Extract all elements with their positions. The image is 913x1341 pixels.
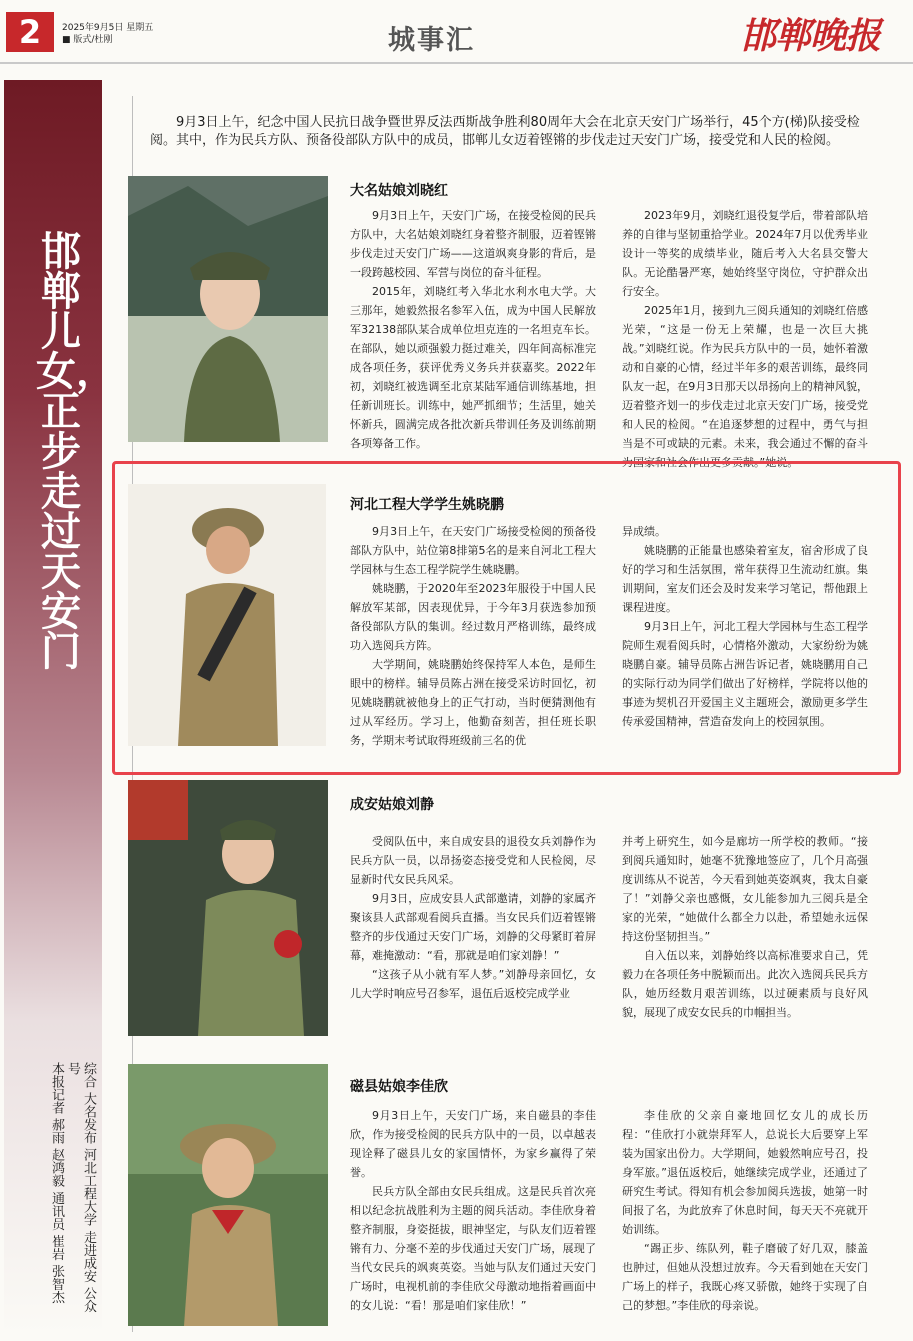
story-column-right: 异成绩。 姚晓鹏的正能量也感染着室友，宿舍形成了良好的学习和生活氛围，常年获得卫生流动红旗。集训期间，室友们还会及时发来学习笔记，帮他跟上课程进度。 9月3日上午，河北工程大学园林与生态工程学院师生观看阅兵时，心情格外激动，大家纷纷为姚晓鹏自豪。辅导员陈占洲告诉记者，姚晓鹏用自己的实际行动为同学们做出了好榜样，学院将以他的事迹为契机召开爱国主义主题班会，激励更多学生传承爱国精神，营造奋发向上的校园氛围。 [622,525,868,728]
masthead-logo: 邯郸晚报 [740,15,881,57]
story-li-jiaxin [128,1064,888,1334]
page-number: 2 [6,12,54,52]
page-meta [62,22,153,46]
article-intro: 9月3日上午，纪念中国人民抗日战争暨世界反法西斯战争胜利80周年大会在北京天安门广场举行，45个方(梯)队接受检阅。其中，作为民兵方队、预备役部队方队中的成员，邯郸儿女迈着铿锵的步伐走过天安门广场，接受党和人民的检阅。 [150,115,860,148]
story-column-right: 2023年9月，刘晓红退役复学后，带着部队培养的自律与坚韧重拾学业。2024年7月以优秀毕业设计一等奖的成绩毕业，随后考入大名县交警大队。无论酷暑严寒，她始终坚守岗位，守护群众出行安全。 2025年1月，接到九三阅兵通知的刘晓红倍感光荣，“这是一份无上荣耀，也是一次巨大挑战。”刘晓红说。作为民兵方队中的一员，她怀着激动和自豪的心情，经过半年多的艰苦训练，最终同队友一起，在9月3日那天以昂扬向上的精神风貌，迈着整齐划一的步伐走过北京天安门广场，接受党和人民的检阅。“在追逐梦想的过程中，勇气与担当是不可或缺的元素。未来，我会通过不懈的奋斗为国家和社会作出更多贡献。”她说。 [622,209,868,469]
editor-credit: ■ 版式/杜刚 [62,35,113,45]
photo-liu-jing [128,780,328,1036]
photo-li-jiaxin [128,1064,328,1326]
page-header [0,0,913,64]
story-column-left: 9月3日上午，天安门广场，来自磁县的李佳欣，作为接受检阅的民兵方队中的一员，以卓越表现诠释了磁县儿女的家国情怀，为家乡赢得了荣誉。 民兵方队全部由女民兵组成。这是民兵首次亮相以纪念抗战胜利为主题的阅兵活动。李佳欣身着整齐制服，身姿挺拔，眼神坚定，与队友们迈着铿锵有力、分毫不差的步伐通过天安门广场，展现了当代女民兵的飒爽英姿。当她与队友们通过天安门广场时，电视机前的李佳欣父母激动地指着画面中的女儿说：“看！那是咱们家佳欣！” [350,1109,596,1312]
story-column-left: 9月3日上午，在天安门广场接受检阅的预备役部队方队中，站位第8排第5名的是来自河北工程大学园林与生态工程学院学生姚晓鹏。 姚晓鹏，于2020年至2023年服役于中国人民解放军某部，因表现优异，于今年3月获选参加预备役部队方队的集训。经过数月严格训练，最终成功入选阅兵方阵。 大学期间，姚晓鹏始终保持军人本色，是师生眼中的榜样。辅导员陈占洲在接受采访时回忆，初见姚晓鹏就被他身上的正气打动，当时便猜测他有过从军经历。学习上，他勤奋刻苦，担任班长职务，学期末考试取得班级前三名的优 [350,525,596,747]
reporter-credit: 本报记者 郝雨 赵鸿毅 通讯员 崔岩 张智杰 [49,1062,64,1304]
header-divider [0,62,913,64]
source-credit: 综合 大名发布 河北工程大学 走进成安 公众号 [65,1062,96,1313]
story-column-right: 并考上研究生，如今是廊坊一所学校的教师。“接到阅兵通知时，她毫不犹豫地签应了，几个月高强度训练从不说苦，今天看到她英姿飒爽，我太自豪了！”刘静父亲也感慨，女儿能参加九三阅兵是全家的光荣，“她做什么都全力以赴，希望她永远保持这份坚韧担当。” 自入伍以来，刘静始终以高标准要求自己，凭毅力在各项任务中脱颖而出。此次入选阅兵民兵方队，她历经数月艰苦训练，以过硬素质与良好风貌，展现了成安女民兵的巾帼担当。 [622,835,868,1019]
story-title: 大名姑娘刘晓红 [350,183,448,199]
story-title: 磁县姑娘李佳欣 [350,1079,448,1095]
highlight-box [112,461,901,775]
section-name: 城事汇 [388,25,475,56]
story-column-right: 李佳欣的父亲自豪地回忆女儿的成长历程：“佳欣打小就崇拜军人，总说长大后要穿上军装为国家出份力。大学期间，她毅然响应号召，投身军旅。”退伍返校后，她继续完成学业，还通过了研究生考试。得知有机会参加阅兵选拔，她第一时间报了名，为此放弃了休息时间，每天天不亮就开始训练。 “踢正步、练队列，鞋子磨破了好几双，膝盖也肿过，但她从没想过放弃。今天看到她在天安门广场上的样子，我既心疼又骄傲，她终于实现了自己的梦想。”李佳欣的母亲说。 [622,1109,868,1312]
photo-liu-xiaohong [128,176,328,442]
story-column-left: 9月3日上午，天安门广场，在接受检阅的民兵方队中，大名姑娘刘晓红身着整齐制服，迈着铿锵步伐走过天安门广场——这道飒爽身影的背后，是一段跨越校园、军营与岗位的奋斗征程。 2015年，刘晓红考入华北水利水电大学。大三那年，她毅然报名参军入伍，成为中国人民解放军32138部队某合成单位坦克连的一名坦克车长。在部队，她以顽强毅力挺过难关，四年间高标准完成各项任务，获评优秀义务兵并获嘉奖。2022年初，刘晓红被选调至北京某陆军通信训练基地，担任新训班长。训练中，她严抓细节；生活里，她关怀新兵，圆满完成各批次新兵带训任务及训练前期各项筹备工作。 [350,209,596,450]
story-title: 成安姑娘刘静 [350,797,434,813]
story-liu-xiaohong [128,176,888,469]
issue-date: 2025年9月5日 星期五 [62,23,154,33]
story-column-left: 受阅队伍中，来自成安县的退役女兵刘静作为民兵方队一员，以昂扬姿态接受党和人民检阅，尽显新时代女民兵风采。 9月3日，应成安县人武部邀请，刘静的家属齐聚该县人武部观看阅兵直播。当女民兵们迈着铿锵整齐的步伐通过天安门广场，刘静的父母紧盯着屏幕，难掩激动：“看，那就是咱们家刘静！” “这孩子从小就有军人梦。”刘静母亲回忆，女儿大学时响应号召参军，退伍后返校完成学业 [350,835,596,1000]
main-headline: 邯郸儿女，正步走过天安门 [36,229,116,675]
byline-credits [48,1062,96,1324]
story-liu-jing [128,780,888,1046]
story-title: 河北工程大学学生姚晓鹏 [350,497,504,513]
